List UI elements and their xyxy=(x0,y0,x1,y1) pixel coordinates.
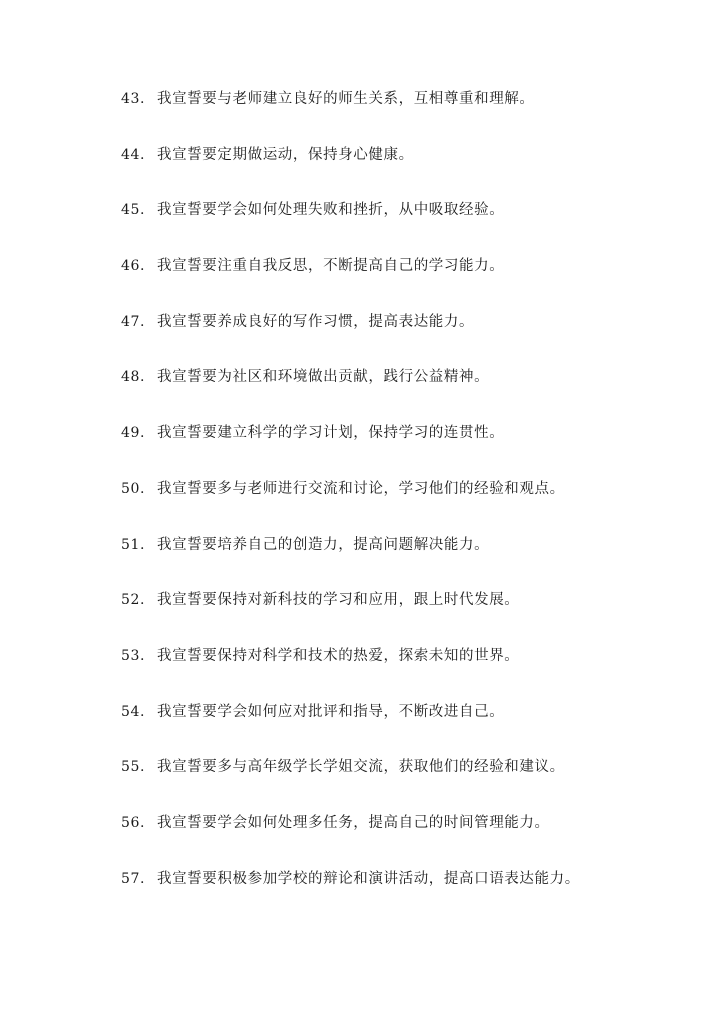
pledge-text: 我宣誓要建立科学的学习计划，保持学习的连贯性。 xyxy=(157,425,505,442)
pledge-number: 53. xyxy=(121,647,146,664)
pledge-number: 44. xyxy=(121,146,146,163)
pledge-text: 我宣誓要与老师建立良好的师生关系，互相尊重和理解。 xyxy=(157,91,535,107)
pledge-text: 我宣誓要学会如何处理失败和挫折，从中吸取经验。 xyxy=(157,202,505,219)
pledge-list xyxy=(121,84,681,919)
pledge-text: 我宣誓要注重自我反思，不断提高自己的学习能力。 xyxy=(157,258,505,275)
pledge-number: 57. xyxy=(121,870,146,887)
pledge-item-43 xyxy=(121,84,681,140)
pledge-item-46 xyxy=(121,251,681,307)
pledge-text: 我宣誓要为社区和环境做出贡献，践行公益精神。 xyxy=(157,369,490,386)
pledge-number: 51. xyxy=(121,536,146,553)
pledge-item-53 xyxy=(121,641,681,697)
pledge-text: 我宣誓要多与老师进行交流和讨论，学习他们的经验和观点。 xyxy=(157,480,565,497)
pledge-item-51 xyxy=(121,530,681,586)
pledge-number: 50. xyxy=(121,480,146,497)
pledge-item-54 xyxy=(121,697,681,753)
pledge-number: 55. xyxy=(121,759,146,776)
pledge-text: 我宣誓要保持对新科技的学习和应用，跟上时代发展。 xyxy=(157,592,520,609)
pledge-item-47 xyxy=(121,307,681,363)
pledge-item-50 xyxy=(121,474,681,530)
pledge-text: 我宣誓要定期做运动，保持身心健康。 xyxy=(157,146,414,163)
pledge-text: 我宣誓要培养自己的创造力，提高问题解决能力。 xyxy=(157,536,490,553)
pledge-item-48 xyxy=(121,362,681,418)
pledge-item-45 xyxy=(121,195,681,251)
pledge-item-55 xyxy=(121,752,681,808)
pledge-number: 54. xyxy=(121,703,146,720)
pledge-item-56 xyxy=(121,808,681,864)
pledge-item-44 xyxy=(121,140,681,196)
pledge-text: 我宣誓要保持对科学和技术的热爱，探索未知的世界。 xyxy=(157,647,520,664)
pledge-text: 我宣誓要养成良好的写作习惯，提高表达能力。 xyxy=(157,313,475,330)
pledge-text: 我宣誓要多与高年级学长学姐交流，获取他们的经验和建议。 xyxy=(157,759,565,776)
pledge-text: 我宣誓要学会如何处理多任务，提高自己的时间管理能力。 xyxy=(157,814,550,831)
pledge-item-49 xyxy=(121,418,681,474)
pledge-number: 48. xyxy=(121,369,146,386)
pledge-item-52 xyxy=(121,585,681,641)
pledge-number: 49. xyxy=(121,425,146,442)
pledge-text: 我宣誓要学会如何应对批评和指导，不断改进自己。 xyxy=(157,703,505,720)
pledge-number: 45. xyxy=(121,202,146,219)
pledge-number: 56. xyxy=(121,814,146,831)
pledge-number: 46. xyxy=(121,258,146,275)
pledge-number: 43. xyxy=(121,91,146,107)
pledge-number: 47. xyxy=(121,313,146,330)
pledge-text: 我宣誓要积极参加学校的辩论和演讲活动，提高口语表达能力。 xyxy=(157,870,580,887)
pledge-number: 52. xyxy=(121,592,146,609)
pledge-item-57 xyxy=(121,864,681,920)
